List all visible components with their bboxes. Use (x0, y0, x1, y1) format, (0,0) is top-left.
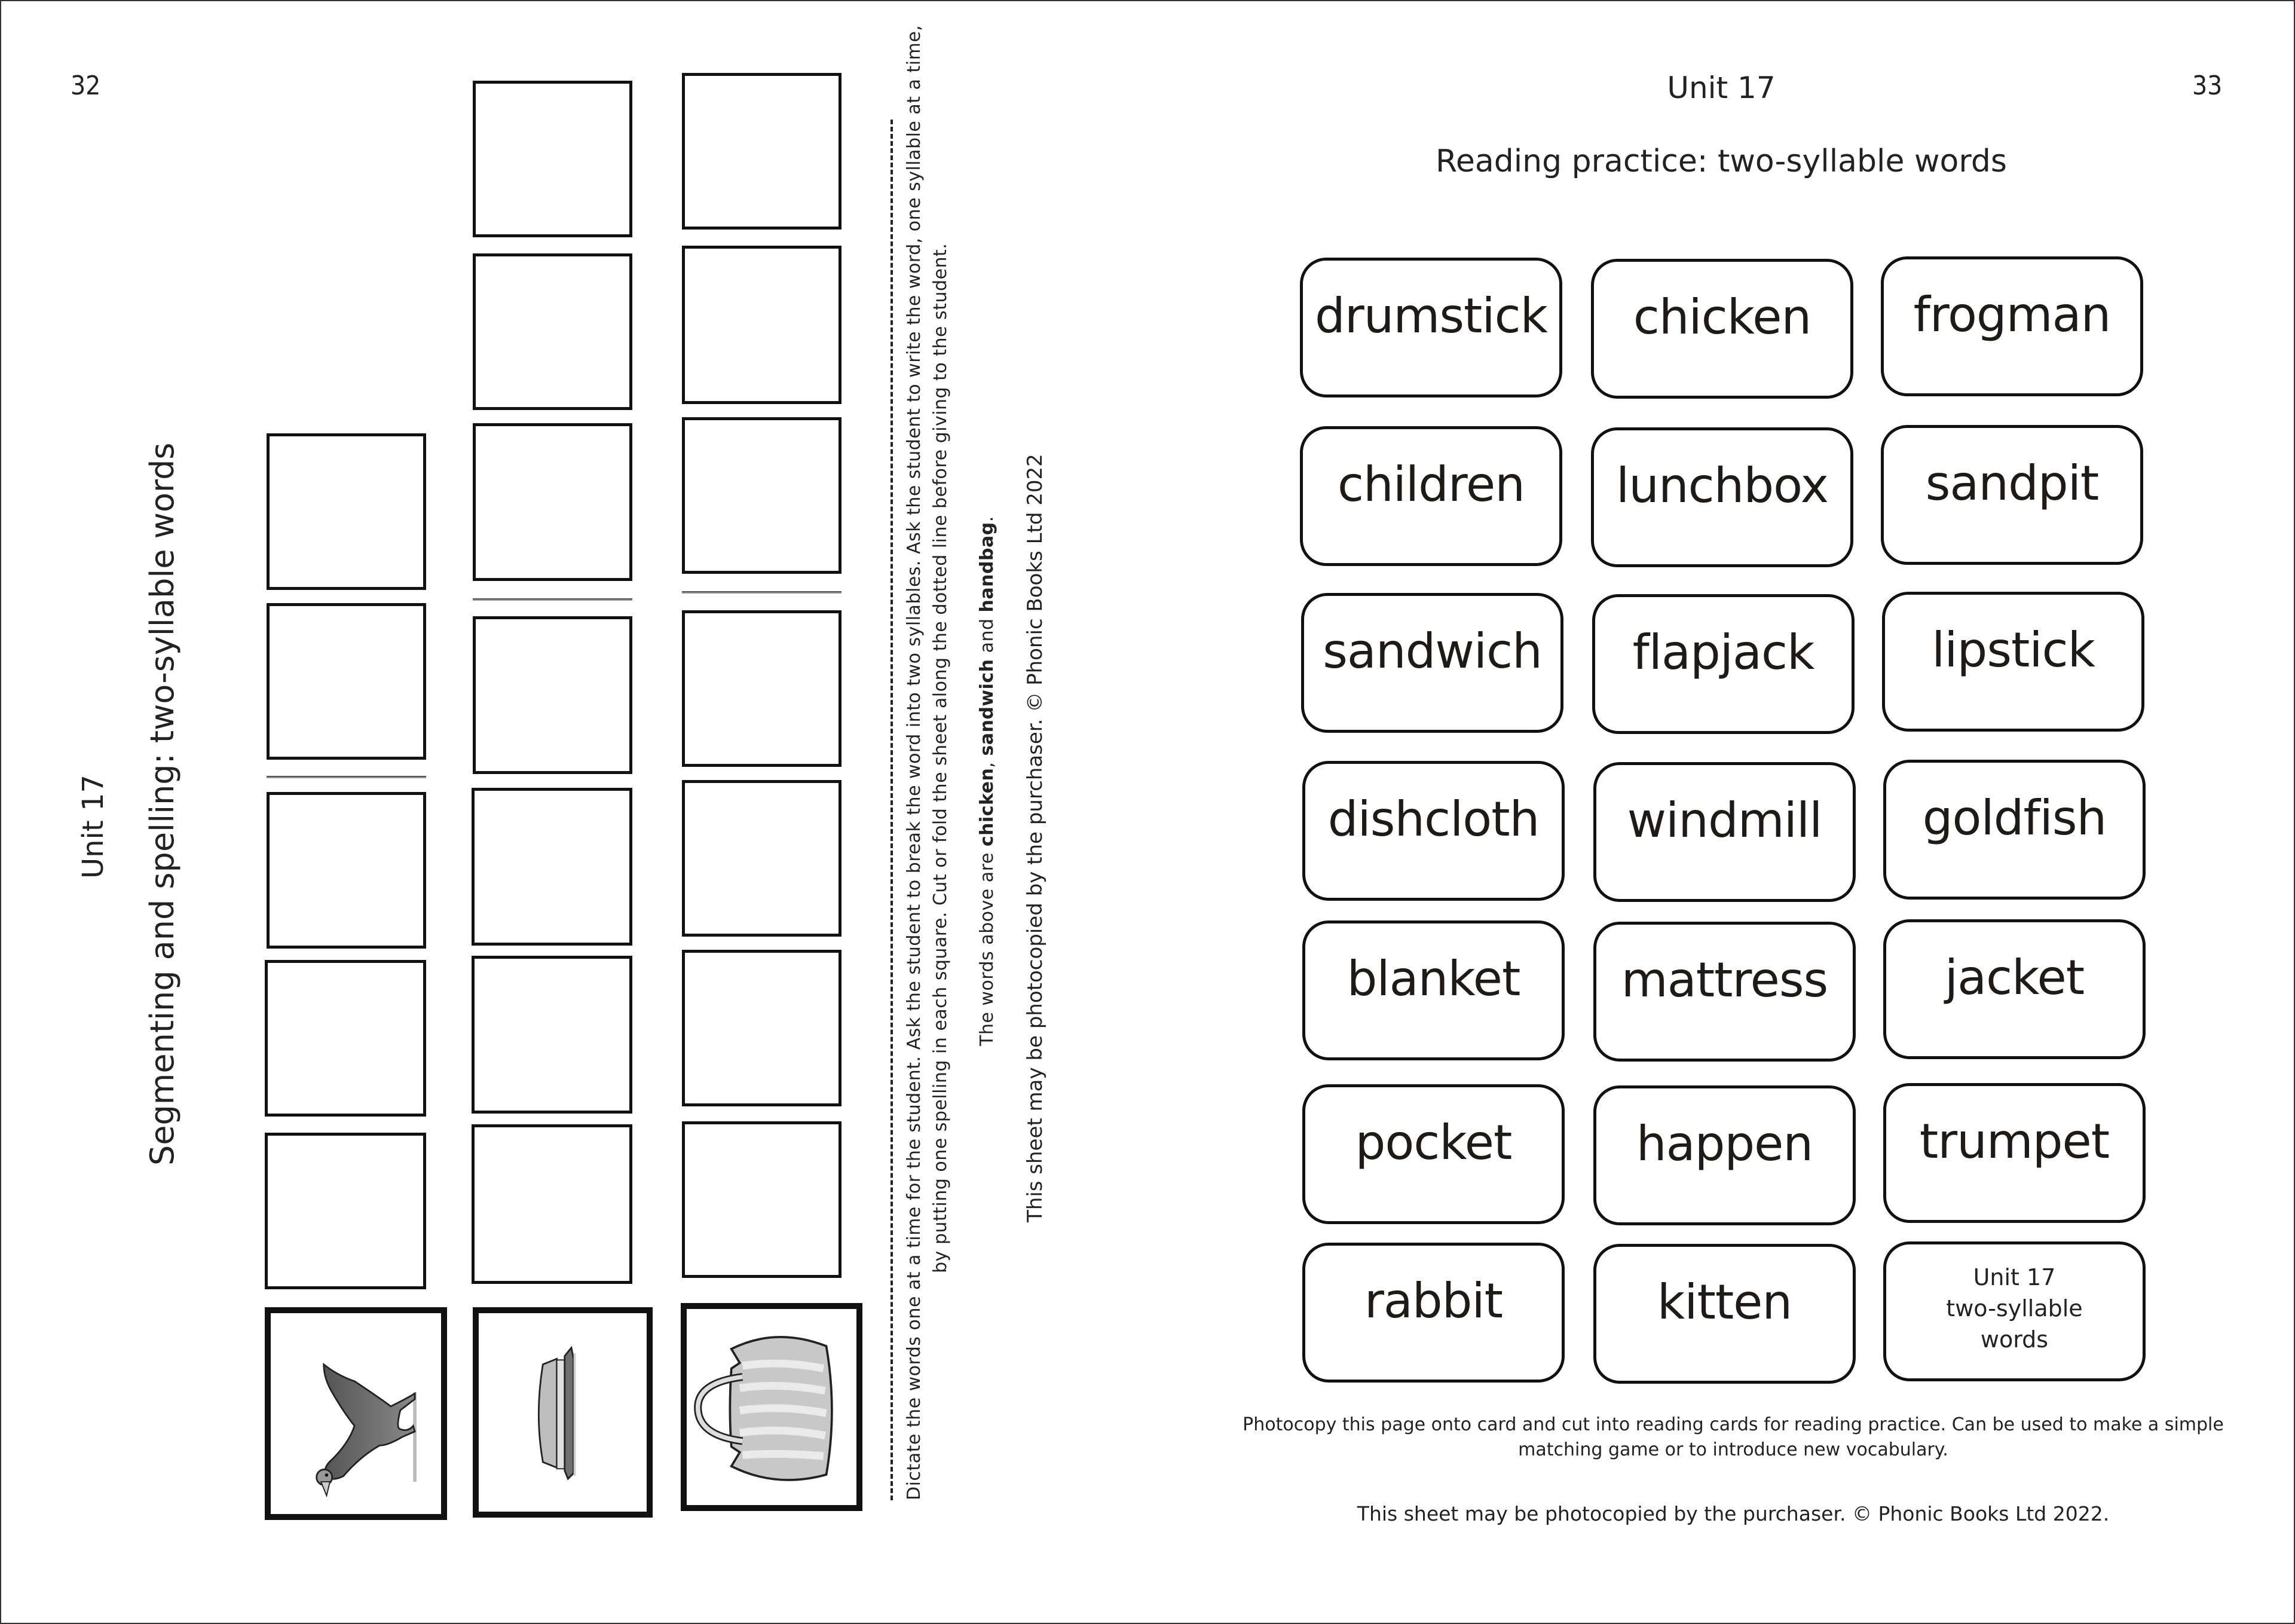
reading-card[interactable]: jacket (1883, 919, 2146, 1059)
chicken-picture (265, 1307, 447, 1520)
card-instructions-line-2: matching game or to introduce new vocabulary. (1518, 1439, 1948, 1460)
reading-card[interactable]: lunchbox (1591, 427, 1853, 567)
syllable-box[interactable] (682, 73, 842, 230)
answer-word: chicken (977, 767, 997, 847)
syllable-box[interactable] (682, 417, 842, 574)
handbag-icon (687, 1309, 856, 1505)
handbag-picture (681, 1303, 862, 1511)
syllable-box[interactable] (473, 423, 632, 581)
reading-card[interactable]: sandpit (1881, 425, 2143, 565)
page-number: 32 (71, 71, 101, 101)
reading-card[interactable]: happen (1593, 1085, 1856, 1225)
cut-line (891, 120, 893, 1500)
reading-card[interactable]: trumpet (1883, 1083, 2146, 1223)
syllable-divider (473, 598, 632, 601)
answer-word: handbag (977, 522, 997, 613)
syllable-box[interactable] (682, 1121, 842, 1278)
chicken-icon (271, 1313, 441, 1514)
reading-card[interactable]: goldfish (1883, 760, 2146, 900)
copyright-note: This sheet may be photocopied by the purchaser. © Phonic Books Ltd 2022. (1357, 1502, 2110, 1525)
syllable-box[interactable] (267, 433, 426, 590)
reading-card[interactable]: lipstick (1882, 592, 2144, 732)
syllable-box[interactable] (473, 81, 632, 237)
page-title: Reading practice: two-syllable words (1436, 143, 2007, 179)
reading-card[interactable]: flapjack (1592, 594, 1855, 734)
syllable-divider (267, 776, 426, 778)
syllable-box[interactable] (473, 253, 632, 410)
sandwich-picture (473, 1307, 653, 1518)
syllable-box[interactable] (267, 603, 426, 760)
reading-card[interactable]: windmill (1593, 762, 1856, 902)
syllable-box[interactable] (265, 960, 426, 1117)
instructions-line-2: by putting one spelling in each square. Cut or fold the sheet along the dotted line before giving to the student. (930, 243, 951, 1273)
reading-card[interactable]: children (1300, 426, 1562, 566)
syllable-box[interactable] (682, 610, 842, 767)
answer-words-note: The words above are chicken, sandwich and handbag. (977, 516, 997, 1046)
reading-card[interactable]: dishcloth (1302, 761, 1565, 901)
syllable-box[interactable] (682, 950, 842, 1106)
syllable-box[interactable] (473, 616, 632, 774)
reading-card[interactable]: rabbit (1302, 1243, 1565, 1383)
reading-card[interactable]: kitten (1593, 1244, 1856, 1384)
syllable-box[interactable] (472, 788, 632, 946)
syllable-box[interactable] (682, 780, 842, 937)
unit-heading: Unit 17 (1667, 71, 1776, 105)
reading-card[interactable]: mattress (1593, 922, 1856, 1062)
unit-label-card: Unit 17 two-syllable words (1883, 1241, 2146, 1381)
reading-card[interactable]: blanket (1302, 920, 1565, 1060)
answer-word: sandwich (977, 659, 997, 756)
syllable-divider (682, 591, 842, 594)
syllable-box[interactable] (265, 1133, 426, 1289)
syllable-box[interactable] (682, 246, 842, 404)
page-title: Segmenting and spelling: two-syllable words (143, 442, 181, 1166)
unit-heading: Unit 17 (76, 774, 110, 879)
reading-card[interactable]: drumstick (1300, 258, 1562, 397)
reading-card[interactable]: sandwich (1301, 593, 1563, 733)
syllable-box[interactable] (472, 956, 632, 1114)
syllable-box[interactable] (267, 792, 426, 949)
reading-card[interactable]: frogman (1881, 256, 2143, 396)
syllable-box[interactable] (472, 1124, 632, 1284)
page-number: 33 (2192, 71, 2223, 101)
reading-card[interactable]: chicken (1591, 259, 1853, 399)
copyright-note: This sheet may be photocopied by the purchaser. © Phonic Books Ltd 2022 (1023, 454, 1047, 1222)
sandwich-icon (479, 1313, 647, 1512)
instructions-line-1: Dictate the words one at a time for the student. Ask the student to break the word into two syllables. Ask the student to write the word, one syllable at a time, (904, 25, 925, 1500)
reading-card[interactable]: pocket (1302, 1084, 1565, 1224)
card-instructions-line-1: Photocopy this page onto card and cut into reading cards for reading practice. Can be used to make a simple (1243, 1414, 2224, 1435)
